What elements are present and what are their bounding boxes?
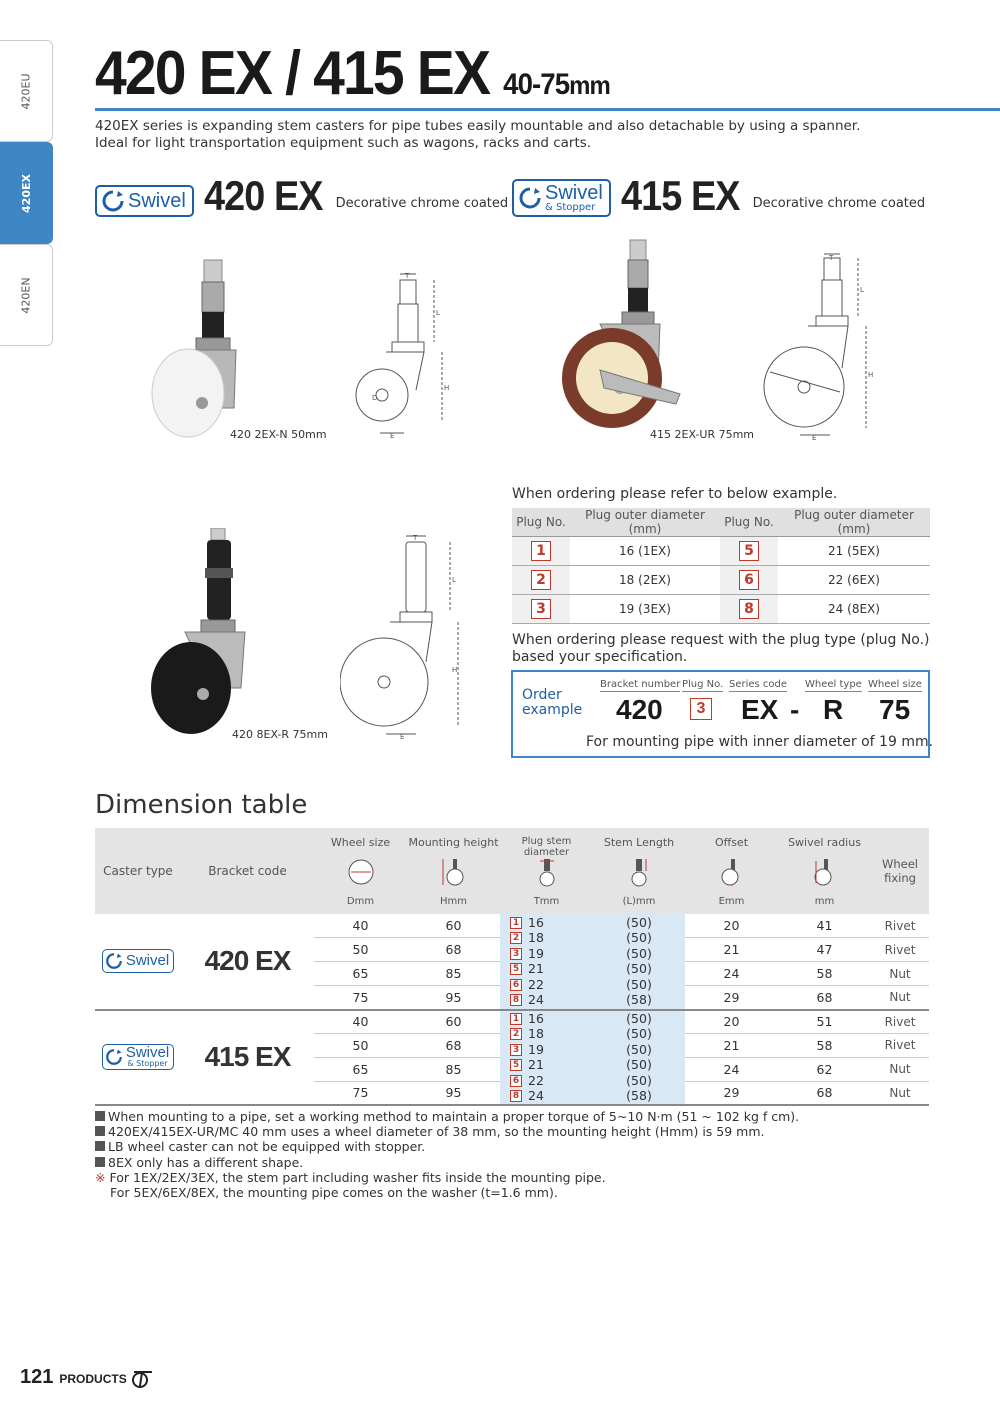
wheel-fixing-value: Nut (871, 1057, 929, 1081)
stem-length-icon (624, 857, 654, 887)
title-size-unit: mm (569, 70, 610, 100)
mounting-height-value: 60 (407, 1010, 500, 1034)
side-tab-420en[interactable] (0, 244, 53, 346)
swivel-radius-value: 51 (778, 1010, 871, 1034)
header-unit: (L)mm (622, 896, 656, 907)
header-swivel-radius (778, 828, 871, 914)
order-header: Plug No. (682, 679, 724, 690)
mounting-height-icon (439, 857, 469, 887)
product-name: 415 EX (620, 172, 740, 219)
mounting-height-value: 68 (407, 938, 500, 962)
wheel-diameter-icon (346, 857, 376, 887)
header-label: Mounting height (408, 836, 499, 849)
stem-entry (510, 1073, 544, 1089)
order-header: Series code (729, 679, 788, 690)
plug-number: 5 (510, 1059, 522, 1071)
order-note: For mounting pipe with inner diameter of 19 mm. (586, 734, 934, 750)
plug-number-cell (512, 595, 570, 624)
header-wheel-fixing: Wheel fixing (871, 828, 929, 914)
note-line (95, 1139, 799, 1154)
caster-type-cell (95, 914, 181, 1010)
plug-number: 3 (510, 948, 522, 960)
header-unit: Emm (718, 896, 745, 907)
caster-drawing-420-8ex (340, 532, 470, 742)
stem-entry (510, 1026, 544, 1042)
stem-diameter-value: 16 (528, 914, 544, 930)
swivel-badge (102, 1044, 174, 1070)
intro-text (95, 118, 945, 152)
mounting-height-value: 95 (407, 1081, 500, 1105)
stem-length-cell (593, 1010, 685, 1106)
plug-number: 5 (510, 963, 522, 975)
swivel-icon (518, 186, 542, 210)
badge-label: Swivel (125, 1044, 170, 1062)
caster-drawing-420ex (352, 270, 462, 440)
badge-sub-label: & Stopper (127, 1059, 168, 1069)
header-stem-length (593, 828, 685, 914)
caster-type-cell (95, 1010, 181, 1106)
note-line (95, 1155, 799, 1170)
plug-number: 6 (739, 570, 759, 590)
mounting-height-value: 85 (407, 1057, 500, 1081)
header-bracket-code: Bracket code (181, 828, 314, 914)
plug-number: 8 (739, 599, 759, 619)
wheel-fixing-value: Rivet (871, 938, 929, 962)
plug-number-cell (512, 537, 570, 566)
bracket-code-cell (181, 1010, 314, 1106)
header-unit: Hmm (439, 896, 467, 907)
stem-diameter-value: 21 (528, 1057, 544, 1073)
order-separator: - (790, 694, 800, 725)
swivel-icon (101, 189, 125, 213)
plug-number: 2 (510, 1028, 522, 1040)
offset-value: 21 (685, 938, 778, 962)
mounting-height-value: 68 (407, 1033, 500, 1057)
plug-diameter: 22 (6EX) (778, 566, 930, 595)
plug-stem-diameter-cell (500, 1010, 593, 1106)
stem-entry (510, 946, 544, 962)
product-finish: Decorative chrome coated (335, 196, 509, 211)
side-tab-label: 420EX (19, 173, 33, 213)
request-text: When ordering please request with the plug type (plug No.) based your specification. (512, 632, 930, 665)
plug-diameter: 18 (2EX) (570, 566, 720, 595)
offset-icon (717, 857, 747, 887)
bracket-code: 420 EX (204, 945, 291, 977)
wheel-size-value: 65 (314, 962, 407, 986)
wheel-fixing-value: Nut (871, 986, 929, 1010)
stem-diameter-icon (532, 857, 562, 887)
header-label: Plug stem diameter (521, 836, 572, 858)
plug-table-header (512, 508, 930, 537)
order-header: Wheel type (805, 679, 862, 690)
plug-diameter: 16 (1EX) (570, 537, 720, 566)
table-row (512, 537, 930, 566)
photo-caption: 420 8EX-R 75mm (232, 728, 328, 741)
plug-number: 2 (510, 932, 522, 944)
swivel-radius-value: 58 (778, 962, 871, 986)
order-plug-number: 3 (690, 698, 712, 720)
page-footer (20, 1366, 154, 1389)
page-number: 121 (20, 1366, 54, 1388)
wheel-size-value: 50 (314, 1033, 407, 1057)
wheel-fixing-value: Nut (871, 1081, 929, 1105)
title-size (503, 68, 610, 101)
header-label: Offset (714, 836, 749, 849)
offset-value: 20 (685, 1010, 778, 1034)
dim-label-e: E (812, 434, 817, 442)
wheel-fixing-value: Rivet (871, 1033, 929, 1057)
plug-number: 2 (531, 570, 551, 590)
badge-label: Swivel (128, 190, 186, 212)
dim-label-e: E (400, 733, 405, 741)
swivel-badge (102, 949, 174, 973)
mounting-height-value: 95 (407, 986, 500, 1010)
dim-label-d: D (372, 394, 378, 402)
side-tab-420eu[interactable] (0, 40, 53, 142)
dim-label-h: H (452, 666, 458, 674)
dimension-table-title: Dimension table (95, 790, 308, 820)
swivel-radius-value: 68 (778, 1081, 871, 1105)
plug-header: Plug No. (512, 508, 570, 537)
offset-value: 24 (685, 962, 778, 986)
product-finish: Decorative chrome coated (752, 196, 926, 211)
plug-number: 5 (739, 541, 759, 561)
stem-length-value: (58) (626, 992, 652, 1008)
plug-number: 8 (510, 994, 522, 1006)
plug-stem-diameter-cell (500, 914, 593, 1010)
wheel-size-value: 75 (314, 986, 407, 1010)
plug-number: 1 (510, 917, 522, 929)
stem-entry (510, 977, 544, 993)
badge-label: Swivel (125, 952, 170, 970)
bracket-code-cell (181, 914, 314, 1010)
caster-photo-420-8ex-r (145, 528, 265, 738)
plug-diameter: 21 (5EX) (778, 537, 930, 566)
dim-label-t: T (405, 272, 410, 280)
photo-caption: 415 2EX-UR 75mm (650, 428, 755, 441)
stem-diameter-value: 18 (528, 930, 544, 946)
header-unit: Dmm (346, 896, 375, 907)
plug-number: 3 (510, 1044, 522, 1056)
order-wheel-type: R (823, 694, 844, 725)
wheel-size-value: 75 (314, 1081, 407, 1105)
table-row (95, 1010, 929, 1034)
note-line (95, 1124, 799, 1139)
plug-intro: When ordering please refer to below example. (512, 486, 838, 502)
offset-value: 24 (685, 1057, 778, 1081)
header-plug-stem-diameter (500, 828, 593, 914)
wheel-size-value: 65 (314, 1057, 407, 1081)
stem-length-value: (50) (626, 1010, 652, 1026)
wheel-fixing-value: Rivet (871, 1010, 929, 1034)
bullet-square-icon (95, 1141, 105, 1151)
note-text: 8EX only has a different shape. (108, 1154, 304, 1170)
page-title (95, 38, 610, 109)
stem-diameter-value: 19 (528, 1041, 544, 1057)
plug-number-cell (720, 595, 778, 624)
plug-diameter: 19 (3EX) (570, 595, 720, 624)
order-bracket-number: 420 (616, 694, 663, 725)
swivel-stopper-badge (512, 179, 611, 217)
plug-number: 8 (510, 1090, 522, 1102)
brand-logo-icon (130, 1368, 154, 1388)
plug-number: 6 (510, 979, 522, 991)
offset-value: 29 (685, 1081, 778, 1105)
note-text: When mounting to a pipe, set a working method to maintain a proper torque of 5~10 N·m (51 ~ 102 kg f cm). (108, 1109, 800, 1124)
stem-entry (510, 1088, 544, 1104)
stem-entry (510, 992, 544, 1008)
dim-label-e: E (390, 432, 395, 440)
plug-number-cell (720, 566, 778, 595)
order-example-box (511, 670, 934, 758)
plug-number-cell (720, 537, 778, 566)
note-text: For 5EX/6EX/8EX, the mounting pipe comes on the washer (t=1.6 mm). (110, 1185, 558, 1201)
stem-entry (510, 1042, 544, 1058)
header-offset (685, 828, 778, 914)
header-label: Stem Length (603, 836, 675, 849)
photo-caption: 420 2EX-N 50mm (230, 428, 327, 441)
dim-label-l: L (436, 309, 440, 317)
plug-number: 6 (510, 1075, 522, 1087)
wheel-size-value: 40 (314, 914, 407, 938)
stem-diameter-value: 24 (528, 1088, 544, 1104)
stem-entry (510, 961, 544, 977)
dim-label-l: L (860, 286, 864, 294)
stem-diameter-value: 24 (528, 992, 544, 1008)
stem-diameter-value: 19 (528, 945, 544, 961)
offset-value: 29 (685, 986, 778, 1010)
stem-length-value: (50) (626, 961, 652, 977)
table-row (95, 914, 929, 938)
plug-diameter: 24 (8EX) (778, 595, 930, 624)
stem-entry (510, 930, 544, 946)
plug-number-cell (512, 566, 570, 595)
wheel-fixing-value: Rivet (871, 914, 929, 938)
stem-entry (510, 915, 544, 931)
stem-length-value: (50) (626, 1072, 652, 1088)
caster-photo-420-2ex-n (140, 258, 260, 438)
swivel-radius-icon (810, 857, 840, 887)
header-label: Swivel radius (788, 836, 861, 849)
wheel-fixing-value: Nut (871, 962, 929, 986)
stem-diameter-value: 22 (528, 976, 544, 992)
note-line (95, 1185, 799, 1200)
intro-line: 420EX series is expanding stem casters for pipe tubes easily mountable and also detachable by using a spanner. (95, 118, 861, 134)
plug-header: Plug outer diameter (mm) (778, 508, 930, 537)
bullet-square-icon (95, 1126, 105, 1136)
stem-diameter-value: 22 (528, 1072, 544, 1088)
stem-length-value: (58) (626, 1088, 652, 1104)
bullet-square-icon (95, 1111, 105, 1121)
title-size-value: 40-75 (503, 68, 570, 101)
caster-photo-415-2ex-ur (560, 238, 690, 438)
order-label: Order example (522, 687, 583, 718)
header-unit: mm (814, 896, 835, 907)
plug-number: 1 (510, 1013, 522, 1025)
stem-length-value: (50) (626, 930, 652, 946)
plug-number: 3 (531, 599, 551, 619)
stem-length-cell (593, 914, 685, 1010)
stem-diameter-value: 21 (528, 961, 544, 977)
side-tab-420ex[interactable] (0, 142, 53, 244)
order-header: Bracket number (600, 679, 681, 690)
plug-table (512, 508, 930, 624)
dim-label-t: T (413, 534, 418, 542)
note-line (95, 1170, 799, 1185)
intro-line: Ideal for light transportation equipment such as wagons, racks and carts. (95, 135, 592, 151)
wheel-size-value: 40 (314, 1010, 407, 1034)
stem-entry (510, 1011, 544, 1027)
note-text: LB wheel caster can not be equipped with stopper. (108, 1139, 426, 1155)
swivel-icon (105, 952, 123, 970)
product-name: 420 EX (203, 172, 323, 219)
side-tab-label: 420EN (19, 276, 33, 314)
dim-label-l: L (452, 576, 456, 584)
product-head-420ex (95, 172, 509, 219)
plug-header: Plug outer diameter (mm) (570, 508, 720, 537)
title-text: 420 EX / 415 EX (95, 39, 490, 108)
mounting-height-value: 85 (407, 962, 500, 986)
stem-length-value: (50) (626, 976, 652, 992)
table-row (512, 595, 930, 624)
swivel-radius-value: 68 (778, 986, 871, 1010)
mounting-height-value: 60 (407, 914, 500, 938)
header-mounting-height (407, 828, 500, 914)
header-caster-type: Caster type (95, 828, 181, 914)
offset-value: 20 (685, 914, 778, 938)
caster-drawing-415ex (760, 252, 890, 442)
table-row (512, 566, 930, 595)
dim-label-h: H (444, 384, 450, 392)
side-tab-label: 420EU (19, 73, 33, 109)
plug-number: 1 (531, 541, 551, 561)
stem-length-value: (50) (626, 1026, 652, 1042)
note-line (95, 1109, 799, 1124)
stem-length-value: (50) (626, 1041, 652, 1057)
note-text: For 1EX/2EX/3EX, the stem part including washer fits inside the mounting pipe. (109, 1169, 606, 1185)
stem-diameter-value: 18 (528, 1026, 544, 1042)
stem-diameter-value: 16 (528, 1010, 544, 1026)
swivel-radius-value: 58 (778, 1033, 871, 1057)
stem-entry (510, 1057, 544, 1073)
plug-header: Plug No. (720, 508, 778, 537)
swivel-radius-value: 47 (778, 938, 871, 962)
order-wheel-size: 75 (879, 694, 911, 725)
product-head-415ex (512, 172, 926, 219)
footer-label: PRODUCTS (59, 1372, 127, 1386)
bracket-code: 415 EX (204, 1041, 291, 1073)
notes (95, 1109, 799, 1200)
dimension-table-header (95, 828, 929, 914)
swivel-badge (95, 185, 194, 217)
stem-length-value: (50) (626, 914, 652, 930)
header-label: Wheel size (330, 836, 391, 849)
stem-length-value: (50) (626, 945, 652, 961)
note-text: 420EX/415EX-UR/MC 40 mm uses a wheel diameter of 38 mm, so the mounting height (Hmm) is 59 mm. (108, 1124, 765, 1140)
swivel-icon (105, 1048, 123, 1066)
header-wheel-size (314, 828, 407, 914)
order-series-code: EX (741, 694, 779, 725)
offset-value: 21 (685, 1033, 778, 1057)
wheel-size-value: 50 (314, 938, 407, 962)
badge-sub-label: & Stopper (545, 202, 596, 213)
swivel-radius-value: 41 (778, 914, 871, 938)
dim-label-h: H (868, 371, 874, 379)
header-unit: Tmm (533, 896, 560, 907)
order-header: Wheel size (868, 679, 922, 690)
dim-label-t: T (829, 254, 834, 262)
dimension-table (95, 828, 929, 1106)
title-rule (95, 108, 1000, 111)
bullet-square-icon (95, 1157, 105, 1167)
swivel-radius-value: 62 (778, 1057, 871, 1081)
stem-length-value: (50) (626, 1057, 652, 1073)
badge-label: Swivel (545, 182, 603, 204)
asterisk-icon: ※ (95, 1169, 106, 1185)
